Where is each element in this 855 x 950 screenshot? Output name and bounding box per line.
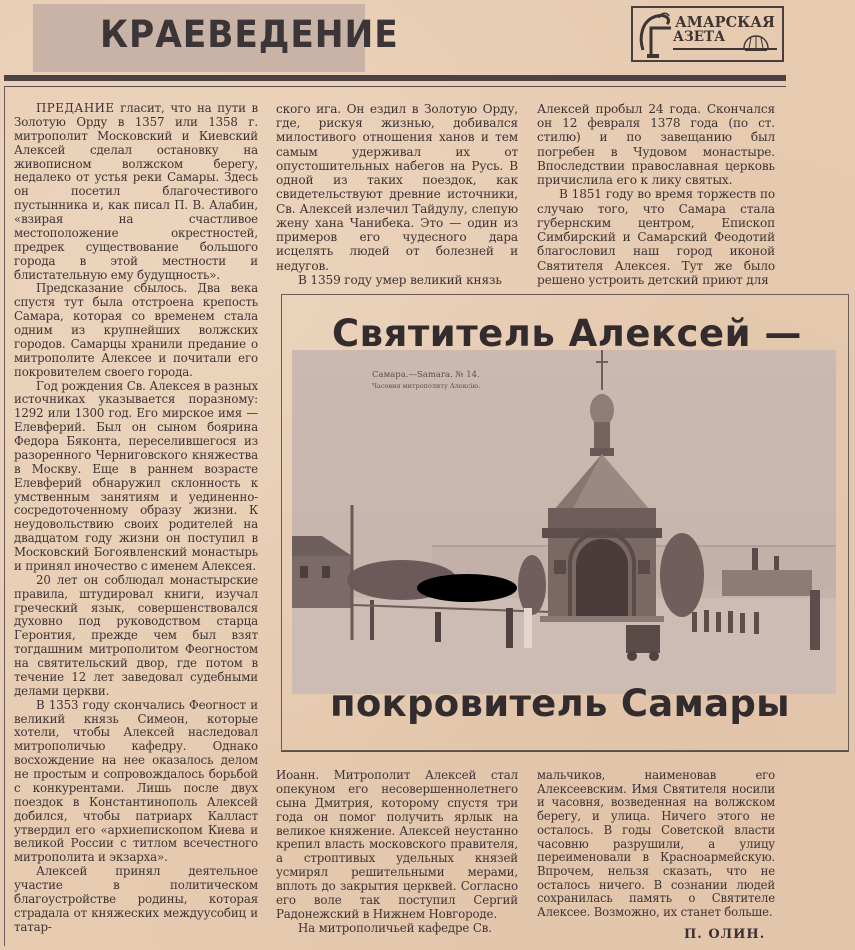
logo-underline bbox=[673, 48, 777, 50]
header-rule bbox=[4, 75, 786, 81]
paragraph-text: Алексей принял деятельное участие в политическом благоустройстве родины, которая страдала от княжеских междуусобиц и татар- bbox=[14, 864, 258, 934]
logo-emblem-icon bbox=[637, 10, 677, 60]
logo-text-line2: АЗЕТА bbox=[673, 29, 726, 45]
header-thin-rule bbox=[4, 86, 786, 87]
article-column-2-bottom bbox=[276, 769, 518, 944]
paragraph bbox=[276, 769, 518, 922]
photo-caption-line2: Часовня митрополиту Алексiю. bbox=[372, 382, 481, 390]
author-signature: П. ОЛИН. bbox=[684, 927, 766, 942]
paragraph bbox=[14, 699, 258, 866]
photo-caption-line1: Самара.—Samara. № 14. bbox=[372, 370, 480, 380]
paragraph-text: В 1851 году во время торжеств по случаю того, что Самара стала губернским центром, Епископ Симбирский и Самарский Феодотий благословил наш город иконой Святителя Алексея. Тут же было решено устроить детский приют для bbox=[537, 187, 775, 287]
logo-text-line1: АМАРСКАЯ bbox=[675, 14, 775, 31]
article-column-2-top bbox=[276, 102, 518, 287]
article-column-3-bottom bbox=[537, 769, 775, 924]
paragraph-text: ского ига. Он ездил в Золотую Орду, где, рискуя жизнью, добивался милостивого отношения ханов и тем самым удерживал их от опустошительных набегов на Русь. В одной из таких поездок, как свидетельствуют древние источники, Св. Алексей излечил Тайдулу, слепую жену хана Чанибека. Это — один из примеров его чудесного дара исцелять людей от болезней и недугов. bbox=[276, 102, 518, 273]
paragraph-text: Алексей пробыл 24 года. Скончался он 12 февраля 1378 года (по ст. стилю) и по завещанию был погребен в Чудовом монастыре. Впоследствии православная церковь причислила его к лику святых. bbox=[537, 102, 775, 188]
headline-line1: Святитель Алексей — bbox=[332, 312, 802, 355]
paragraph-text: В 1353 году скончались Феогност и великий князь Симеон, которые хотели, чтобы Алексей наследовал митрополичью кафедру. Однако восхождение на нее оказалось делом не простым и сопровождалось борьбой с конкурентами. Лишь после двух поездок в Константинополь Алексей добился, чтобы патриарх Калласт утвердил его «архиепископом Киева и великой России с титлом всечестного митрополита и экзарха». bbox=[14, 697, 258, 865]
paragraph-text: Иоанн. Митрополит Алексей стал опекуном его несовершеннолетнего сына Дмитрия, которому спустя три года он помог получить ярлык на великое княжение. Алексей неустанно крепил власть московского правителя, а строптивых удельных князей усмирял решительными мерами, вплоть до закрытия церквей. Согласно его воле так поступил Сергий Радонежский в Нижнем Новгороде. bbox=[276, 768, 518, 921]
left-border bbox=[4, 86, 5, 946]
paragraph bbox=[14, 282, 258, 379]
chapel-photo bbox=[292, 350, 836, 694]
paragraph bbox=[14, 574, 258, 699]
article-column-3-top bbox=[537, 102, 775, 287]
headline-bottom-rule bbox=[281, 751, 849, 752]
paragraph-text: гласит, что на пути в Золотую Орду в 1357 или 1358 г. митрополит Московский и Киевский Алексей сделал остановку на живописном волжском берегу, недалеко от устья реки Самары. Здесь он посетил благочестивого пустынника и, как писал П. В. Алабин, «взирая на счастливое местоположение окрестностей, предрек существование большого города в этой местности и блистательную ему будущность». bbox=[14, 101, 258, 282]
paragraph bbox=[537, 187, 775, 287]
headline-line2: покровитель Самары bbox=[330, 682, 790, 725]
paragraph-text: Год рождения Св. Алексея в разных источниках указывается поразному: 1292 или 1300 год. Его мирское имя — Елевферий. Был он сыном боярина Федора Бяконта, переселившегося из разоренного Черниговского княжества в Москву. Еще в раннем возрасте Елевферий обнаружил склонность к умственным занятиям и уединенно-сосредоточенному образу жизни. К неудовольствию своих родителей на двадцатом году жизни он поступил в Московский Богоявленский монастырь и принял иночество с именем Алексея. bbox=[14, 378, 258, 573]
paragraph-text: 20 лет он соблюдал монастырские правила, штудировал книги, изучал греческий язык, совершенствовался духовно под руководством старца Геронтия, прежде чем был взят тогдашним митрополитом Феогностом на святительский двор, где потом в течение 12 лет заведовал судебными делами церкви. bbox=[14, 572, 258, 698]
lead-word: ПРЕДАНИЕ bbox=[36, 101, 115, 115]
newspaper-logo bbox=[631, 6, 784, 62]
paragraph-text: мальчиков, наименовав его Алексеевским. Имя Святителя носили и часовня, возведенная на волжском берегу, и улица. Ничего этого не осталось. В годы Советской власти часовню разрушили, а улицу переименовали в Красноармейскую. Впрочем, нельзя сказать, что не осталось ничего. В сознании людей сохранилась память о Святителе Алексее. Возможно, их станет больше. bbox=[537, 768, 775, 920]
paragraph bbox=[14, 380, 258, 574]
paragraph-text: На митрополичьей кафедре Св. bbox=[298, 920, 492, 935]
article-column-1 bbox=[14, 102, 258, 947]
chapel-photo-image bbox=[292, 350, 836, 694]
rubric-title: КРАЕВЕДЕНИЕ bbox=[100, 13, 399, 56]
paragraph bbox=[537, 102, 775, 187]
paragraph bbox=[14, 102, 258, 282]
paragraph-text: Предсказание сбылось. Два века спустя тут была отстроена крепость Самара, которая со временем стала одним из крупнейших волжских городов. Самарцы хранили предание о митрополите Алексее и почитали его покровителем своего города. bbox=[14, 281, 258, 379]
paragraph bbox=[276, 102, 518, 273]
paragraph bbox=[14, 865, 258, 934]
paragraph bbox=[276, 922, 518, 936]
paragraph-text: В 1359 году умер великий князь bbox=[298, 272, 502, 287]
paragraph bbox=[276, 273, 518, 287]
photo-caption bbox=[372, 370, 480, 392]
paragraph bbox=[537, 769, 775, 920]
